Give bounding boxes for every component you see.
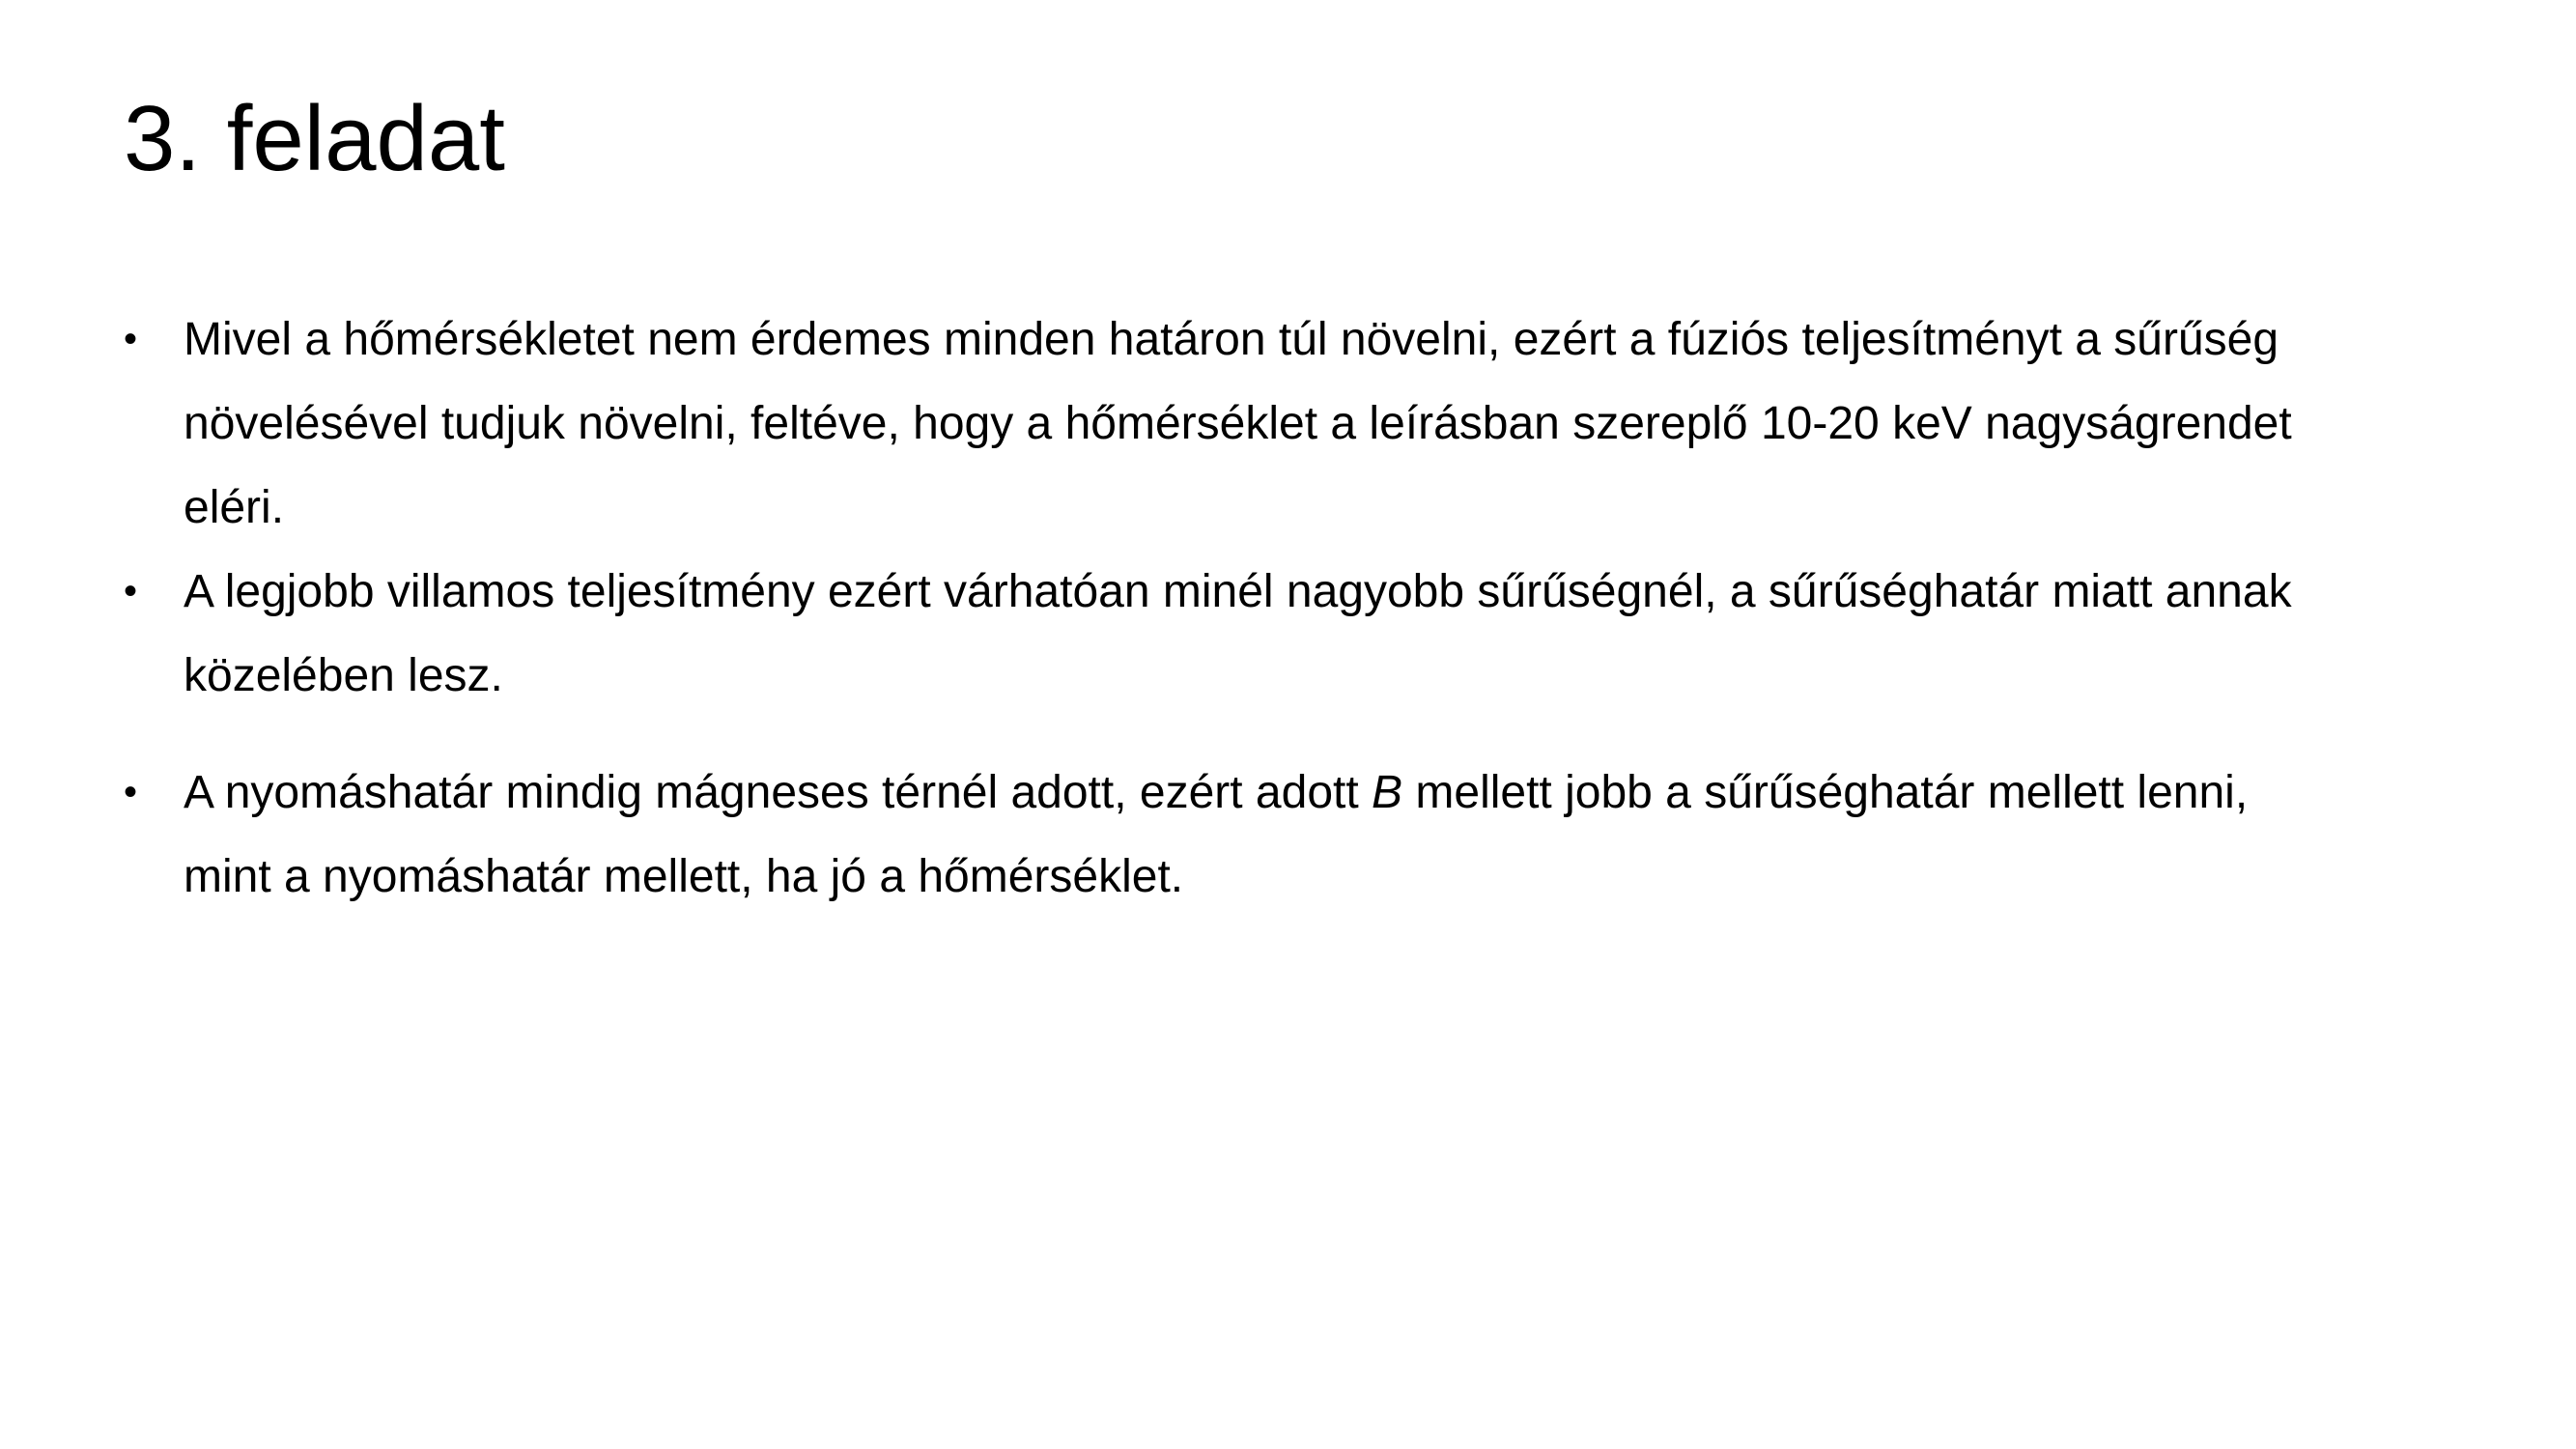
bullet-list [124, 298, 2461, 919]
bullet-1-line-1: Mivel a hőmérsékletet nem érdemes minden határon túl növelni, ezért a fúziós teljesítményt a sűrűség [184, 314, 2279, 365]
bullet-2-line-2: közelében lesz. [184, 650, 503, 701]
bullet-item-3 [124, 751, 2461, 919]
bullet-marker: • [124, 570, 138, 612]
bullet-1-line-2: növelésével tudjuk növelni, feltéve, hogy a hőmérséklet a leírásban szereplő 10-20 keV nagyságrendet [184, 398, 2292, 449]
variable-b: B [1372, 767, 1403, 818]
slide-title: 3. feladat [124, 87, 505, 190]
bullet-3-line-1 [184, 751, 2461, 835]
bullet-item-2 [124, 550, 2461, 718]
bullet-marker: • [124, 318, 138, 360]
bullet-item-1 [124, 298, 2461, 550]
bullet-1-line-3: eléri. [184, 482, 285, 533]
bullet-2-line-1: A legjobb villamos teljesítmény ezért várhatóan minél nagyobb sűrűségnél, a sűrűséghatár miatt annak [184, 566, 2292, 617]
bullet-marker: • [124, 771, 138, 813]
bullet-3-text-before: A nyomáshatár mindig mágneses térnél adott, ezért adott [184, 767, 1373, 818]
bullet-3-text-after: mellett jobb a sűrűséghatár mellett lenni, [1402, 767, 2249, 818]
bullet-3-line-2: mint a nyomáshatár mellett, ha jó a hőmérséklet. [184, 851, 1184, 902]
